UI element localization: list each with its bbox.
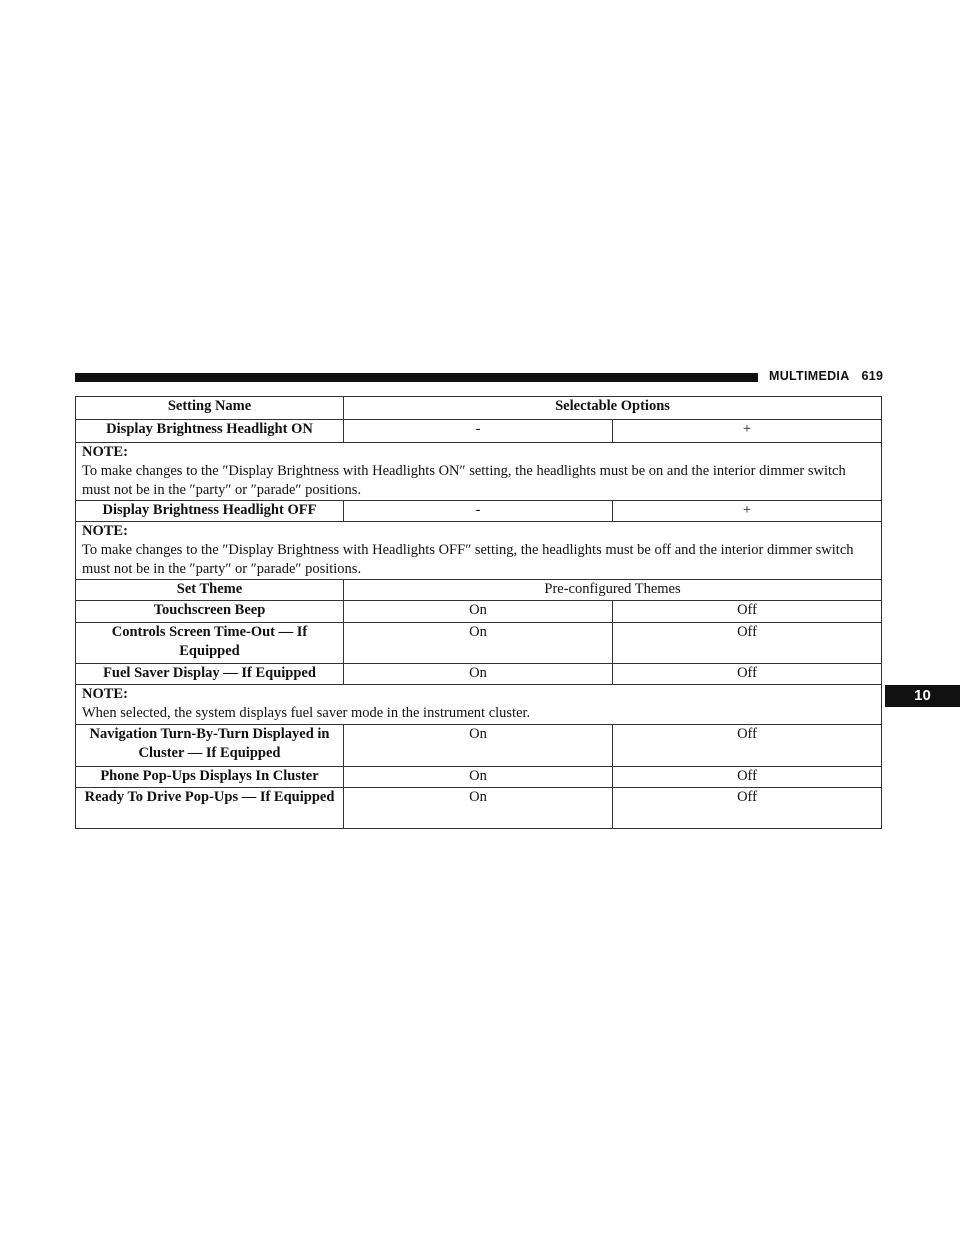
page-header	[769, 369, 883, 383]
table-row	[76, 580, 882, 601]
option-cell: Off	[613, 767, 882, 788]
setting-name: Display Brightness Headlight OFF	[76, 501, 344, 522]
header-setting-name: Setting Name	[76, 397, 344, 420]
header-rule	[75, 373, 758, 382]
table-header-row	[76, 397, 882, 420]
option-cell: On	[344, 767, 613, 788]
option-cell: Off	[613, 664, 882, 685]
option-cell: Pre-configured Themes	[344, 580, 882, 601]
note-label: NOTE:	[82, 686, 128, 702]
setting-name: Navigation Turn-By-Turn Displayed in Cluster — If Equipped	[76, 725, 344, 767]
setting-name: Fuel Saver Display — If Equipped	[76, 664, 344, 685]
table-row	[76, 788, 882, 829]
table-row	[76, 501, 882, 522]
option-cell: On	[344, 664, 613, 685]
option-cell: +	[613, 420, 882, 443]
table-row	[76, 664, 882, 685]
table-row	[76, 623, 882, 664]
table-row	[76, 601, 882, 623]
note-cell	[76, 522, 882, 580]
chapter-tab: 10	[885, 685, 960, 707]
option-cell: +	[613, 501, 882, 522]
setting-name: Set Theme	[76, 580, 344, 601]
note-cell	[76, 443, 882, 501]
page-number: 619	[861, 369, 884, 383]
option-cell: On	[344, 623, 613, 664]
option-cell: Off	[613, 623, 882, 664]
option-cell: Off	[613, 788, 882, 829]
option-cell: Off	[613, 725, 882, 767]
option-cell: On	[344, 788, 613, 829]
setting-name: Touchscreen Beep	[76, 601, 344, 623]
setting-name: Ready To Drive Pop-Ups — If Equipped	[76, 788, 344, 829]
option-cell: -	[344, 420, 613, 443]
table-row	[76, 767, 882, 788]
setting-name: Display Brightness Headlight ON	[76, 420, 344, 443]
setting-name: Phone Pop-Ups Displays In Cluster	[76, 767, 344, 788]
note-row	[76, 522, 882, 580]
note-row	[76, 685, 882, 725]
section-title: MULTIMEDIA	[769, 369, 850, 383]
setting-name: Controls Screen Time-Out — If Equipped	[76, 623, 344, 664]
settings-table	[75, 396, 882, 829]
note-text: When selected, the system displays fuel saver mode in the instrument cluster.	[82, 705, 531, 721]
option-cell: On	[344, 725, 613, 767]
header-selectable-options: Selectable Options	[344, 397, 882, 420]
note-row	[76, 443, 882, 501]
note-cell	[76, 685, 882, 725]
note-text: To make changes to the ″Display Brightness with Headlights OFF″ setting, the headlights must be off and the interior dimmer switch must not be in the ″party″ or ″parade″ positions.	[82, 542, 854, 577]
option-cell: Off	[613, 601, 882, 623]
note-label: NOTE:	[82, 444, 128, 460]
note-text: To make changes to the ″Display Brightness with Headlights ON″ setting, the headlights must be on and the interior dimmer switch must not be in the ″party″ or ″parade″ positions.	[82, 463, 846, 498]
option-cell: -	[344, 501, 613, 522]
table-row	[76, 420, 882, 443]
table-row	[76, 725, 882, 767]
option-cell: On	[344, 601, 613, 623]
note-label: NOTE:	[82, 523, 128, 539]
